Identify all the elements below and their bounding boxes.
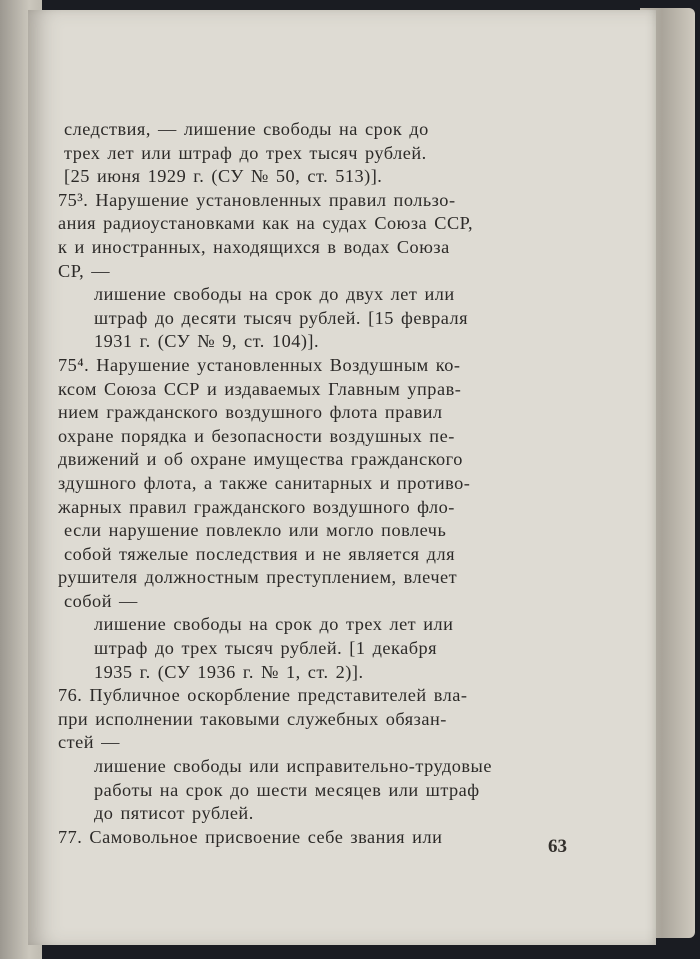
text-line: при исполнении таковыми служебных обязан- [58,708,447,729]
text-line: лишение свободы на срок до трех лет или [94,614,454,635]
text-line: движений и об охране имущества гражданского [58,449,463,470]
text-line: собой тяжелые последствия и не является для [64,543,455,564]
text-line: лишение свободы или исправительно-трудовые [94,756,492,777]
text-line: если нарушение повлекло или могло повлечь [64,520,447,541]
book-page [28,10,656,945]
text-line: до пятисот рублей. [94,803,254,824]
text-line: трех лет или штраф до трех тысяч рублей. [64,142,427,163]
article-heading-line: 75³. Нарушение установленных правил пользо- [58,189,456,210]
article-heading-line: 77. Самовольное присвоение себе звания или [58,826,443,847]
text-line: к и иностранных, находящихся в водах Союза [58,236,450,257]
text-line: штраф до десяти тысяч рублей. [15 февраля [94,307,469,328]
text-line: СР, — [58,260,110,281]
text-line: работы на срок до шести месяцев или штраф [94,779,480,800]
text-line: собой — [64,590,138,611]
page-number: 63 [548,836,567,857]
text-line: нием гражданского воздушного флота правил [58,402,443,423]
text-line: охране порядка и безопасности воздушных пе- [58,425,455,446]
text-line: ания радиоустановками как на судах Союза ССР, [58,213,474,234]
page-text [58,118,573,849]
text-line: следствия, — лишение свободы на срок до [64,119,429,139]
article-heading-line: 75⁴. Нарушение установленных Воздушным ко- [58,354,461,375]
text-line: 1935 г. (СУ 1936 г. № 1, ст. 2)]. [94,661,364,682]
article-heading-line: 76. Публичное оскорбление представителей вла- [58,685,468,706]
text-line: рушителя должностным преступлением, влечет [58,567,458,588]
text-line: стей — [58,732,120,753]
text-line: ксом Союза ССР и издаваемых Главным управ- [58,378,462,399]
text-line: лишение свободы на срок до двух лет или [94,284,455,305]
text-line: 1931 г. (СУ № 9, ст. 104)]. [94,331,320,352]
text-line: [25 июня 1929 г. (СУ № 50, ст. 513)]. [64,166,383,187]
text-line: штраф до трех тысяч рублей. [1 декабря [94,638,438,659]
text-line: жарных правил гражданского воздушного фло- [58,496,455,517]
text-line: здушного флота, а также санитарных и противо- [58,472,471,493]
